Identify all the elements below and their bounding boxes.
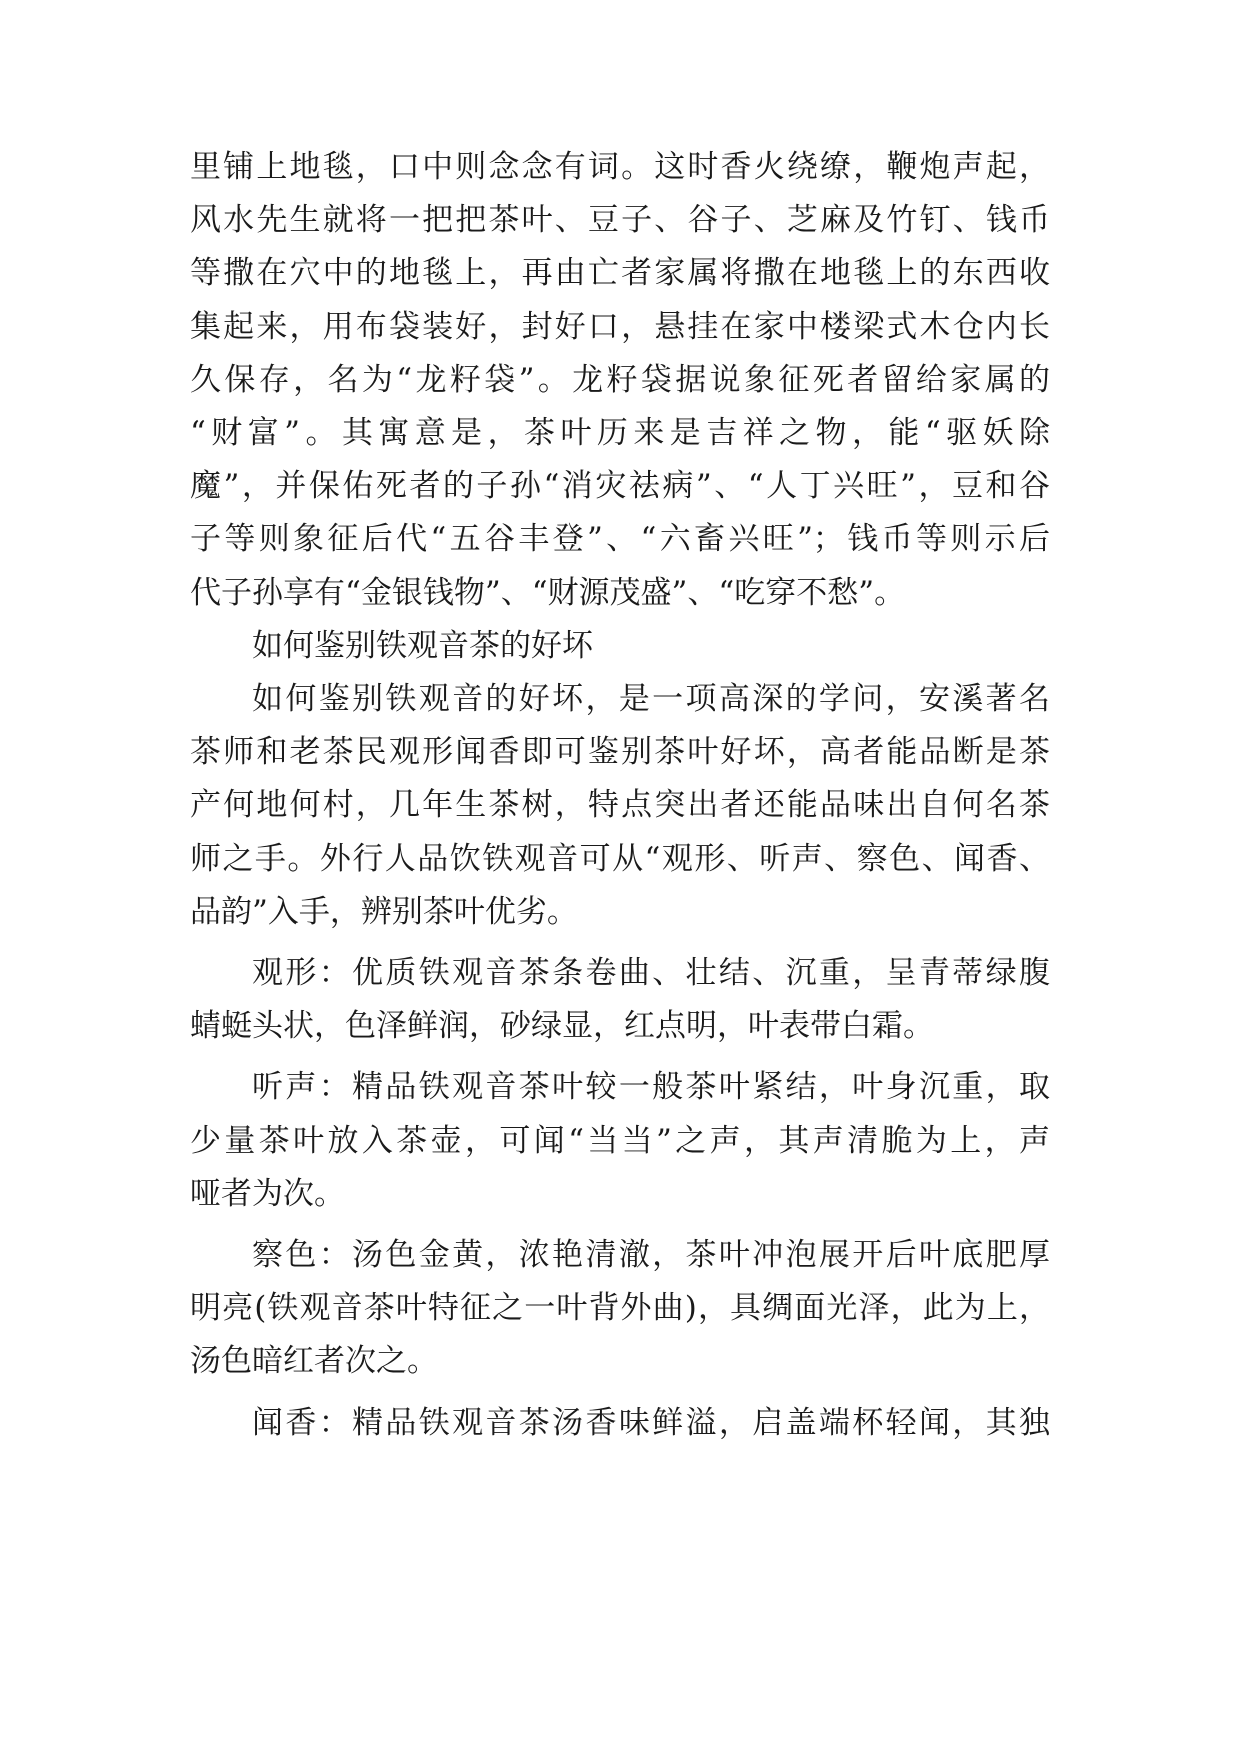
text-line: 少量茶叶放入茶壶，可闻“当当”之声，其声清脆为上，声 [190, 1122, 1050, 1159]
text-line: 代子孙享有“金银钱物”、“财源茂盛”、“吃穿不愁”。 [190, 574, 906, 611]
text-line: 等撒在穴中的地毯上，再由亡者家属将撒在地毯上的东西收 [190, 255, 1050, 292]
text-line: 集起来，用布袋装好，封好口，悬挂在家中楼梁式木仓内长 [190, 308, 1050, 345]
text-line: 如何鉴别铁观音的好坏，是一项高深的学问，安溪著名 [252, 681, 1050, 717]
text-line: 子等则象征后代“五谷丰登”、“六畜兴旺”；钱币等则示后 [190, 521, 1050, 558]
text-line: 如何鉴别铁观音茶的好坏 [252, 627, 593, 664]
text-line: 哑者为次。 [190, 1175, 345, 1212]
text-line: “财富”。其寓意是，茶叶历来是吉祥之物，能“驱妖除 [190, 415, 1050, 451]
text-line: 久保存，名为“龙籽袋”。龙籽袋据说象征死者留给家属的 [190, 361, 1050, 398]
text-line: 产何地何村，几年生茶树，特点突出者还能品味出自何名茶 [190, 787, 1050, 824]
text-line: 听声：精品铁观音茶叶较一般茶叶紧结，叶身沉重，取 [252, 1069, 1050, 1106]
text-line: 风水先生就将一把把茶叶、豆子、谷子、芝麻及竹钉、钱币 [190, 202, 1050, 239]
text-line: 察色：汤色金黄，浓艳清澈，茶叶冲泡展开后叶底肥厚 [252, 1237, 1050, 1273]
text-line: 汤色暗红者次之。 [190, 1343, 438, 1380]
text-line: 里铺上地毯，口中则念念有词。这时香火绕缭，鞭炮声起， [190, 149, 1050, 185]
text-line: 茶师和老茶民观形闻香即可鉴别茶叶好坏，高者能品断是茶 [190, 734, 1050, 771]
text-line: 闻香：精品铁观音茶汤香味鲜溢，启盖端杯轻闻，其独 [252, 1404, 1050, 1441]
text-line: 蜻蜓头状，色泽鲜润，砂绿显，红点明，叶表带白霜。 [190, 1008, 934, 1045]
text-line: 明亮(铁观音茶叶特征之一叶背外曲)，具绸面光泽，此为上， [190, 1290, 1050, 1327]
text-line: 魔”，并保佑死者的子孙“消灾祛病”、“人丁兴旺”，豆和谷 [190, 468, 1050, 505]
text-line: 师之手。外行人品饮铁观音可从“观形、听声、察色、闻香、 [190, 840, 1050, 877]
text-line: 观形：优质铁观音茶条卷曲、壮结、沉重，呈青蒂绿腹 [252, 955, 1050, 991]
text-line: 品韵”入手，辨别茶叶优劣。 [190, 893, 578, 930]
